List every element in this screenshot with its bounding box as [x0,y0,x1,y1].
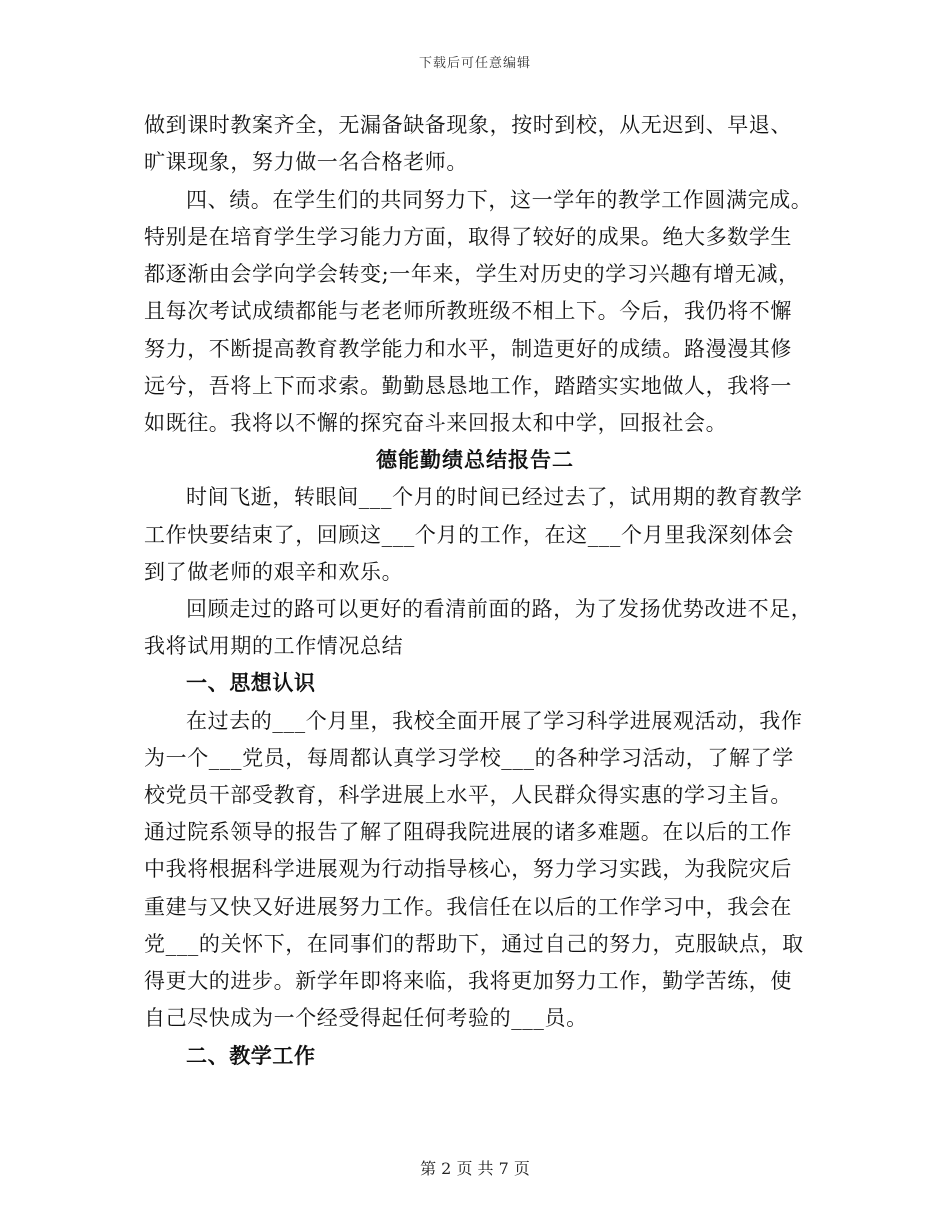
body-line: 在过去的___个月里，我校全面开展了学习科学进展观活动，我作 [186,709,803,733]
body-line: 旷课现象，努力做一名合格老师。 [144,150,468,174]
body-line: 且每次考试成绩都能与老老师所教班级不相上下。今后，我仍将不懈 [144,299,792,323]
body-line: 都逐渐由会学向学会转变;一年来，学生对历史的学习兴趣有增无减， [144,262,800,286]
body-line: 重建与又快又好进展努力工作。我信任在以后的工作学习中，我会在 [144,895,792,919]
body-line: 得更大的进步。新学年即将来临，我将更加努力工作，勤学苦练，使 [144,969,792,993]
body-line: 努力，不断提高教育教学能力和水平，制造更好的成绩。路漫漫其修 [144,337,792,361]
body-line: 如既往。我将以不懈的探究奋斗来回报太和中学，回报社会。 [144,411,728,435]
body-line: 为一个___党员，每周都认真学习学校___的各种学习活动，了解了学 [144,746,794,770]
section-title: 德能勤绩总结报告二 [376,447,574,472]
subheading-teaching: 二、教学工作 [186,1043,316,1068]
body-line: 党___的关怀下，在同事们的帮助下，通过自己的努力，克服缺点，取 [144,932,804,956]
page-number: 第 2 页 共 7 页 [420,1159,530,1178]
body-line: 远兮，吾将上下而求索。勤勤恳恳地工作，踏踏实实地做人，我将一 [144,374,792,398]
body-line: 自己尽快成为一个经受得起任何考验的___员。 [144,1006,588,1030]
body-line: 通过院系领导的报告了解了阻碍我院进展的诸多难题。在以后的工作 [144,820,792,844]
page-header: 下载后可任意编辑 [418,56,531,71]
body-line: 特别是在培育学生学习能力方面，取得了较好的成果。绝大多数学生 [144,225,792,249]
body-line: 中我将根据科学进展观为行动指导核心，努力学习实践，为我院灾后 [144,857,792,881]
body-line: 做到课时教案齐全，无漏备缺备现象，按时到校，从无迟到、早退、 [144,113,792,137]
body-line: 校党员干部受教育，科学进展上水平，人民群众得实惠的学习主旨。 [144,783,792,807]
body-line: 我将试用期的工作情况总结 [144,634,404,658]
body-line: 四、绩。在学生们的共同努力下，这一学年的教学工作圆满完成。 [186,188,813,212]
body-line: 时间飞逝，转眼间___个月的时间已经过去了，试用期的教育教学 [186,485,803,509]
body-line: 回顾走过的路可以更好的看清前面的路，为了发扬优势改进不足， [186,597,813,621]
body-line: 工作快要结束了，回顾这___个月的工作，在这___个月里我深刻体会 [144,523,794,547]
subheading-thought: 一、思想认识 [186,670,316,695]
body-line: 到了做老师的艰辛和欢乐。 [144,560,404,584]
